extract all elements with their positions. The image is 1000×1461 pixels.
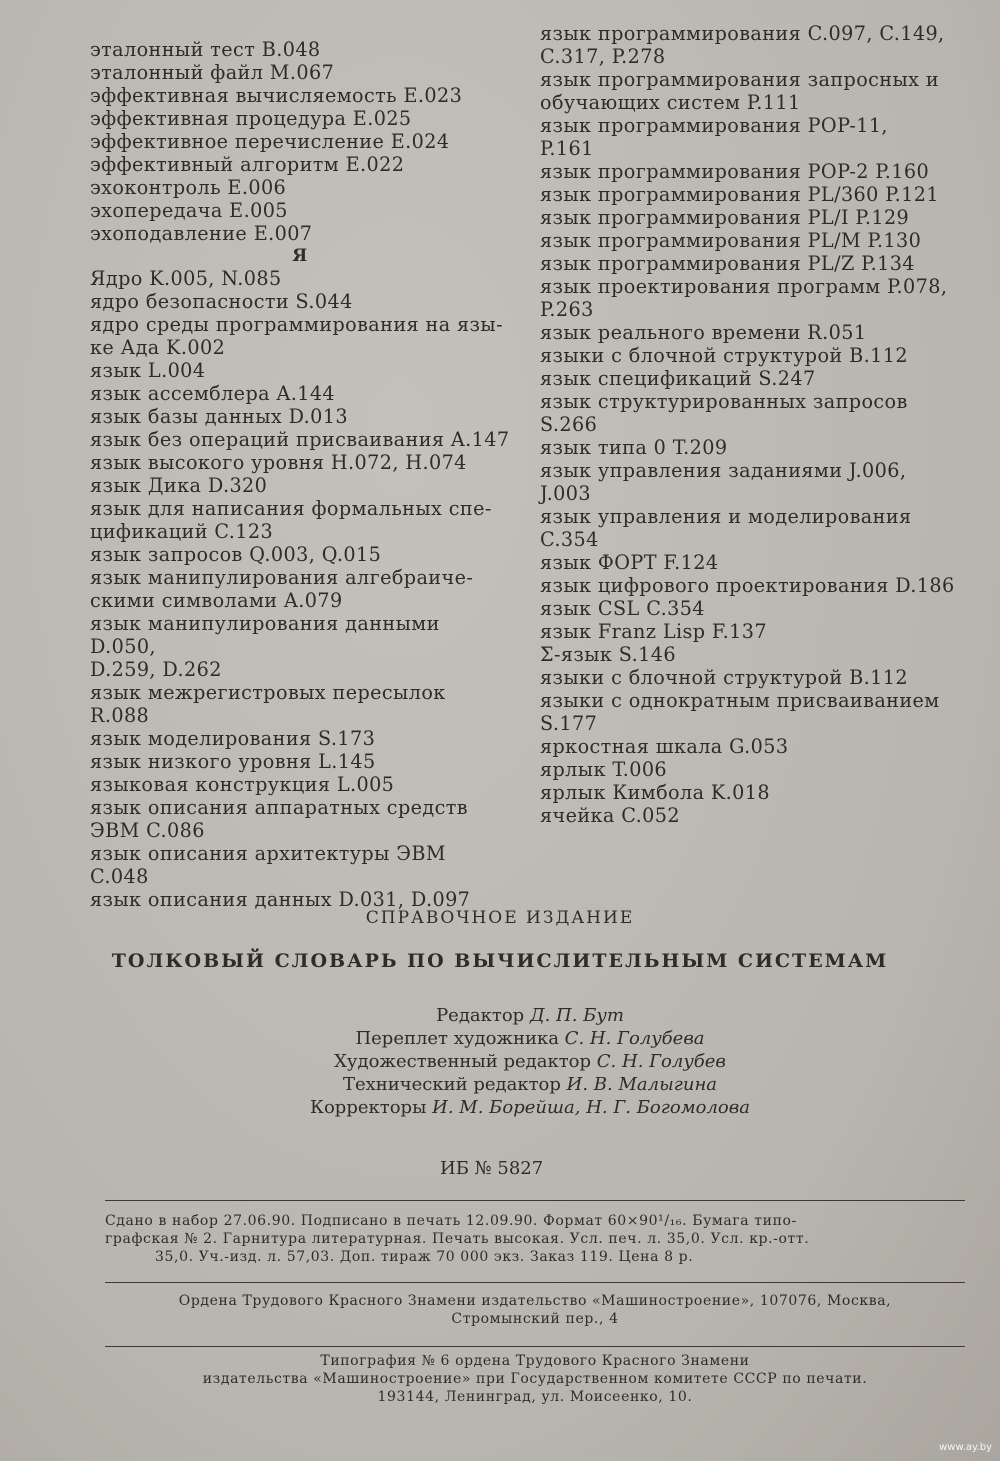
divider [105, 1200, 965, 1201]
index-entry: язык программирования PL/M P.130 [540, 229, 922, 252]
index-entry: обучающих систем P.111 [540, 91, 801, 114]
index-entry: язык ассемблера A.144 [90, 382, 336, 405]
index-entry: язык ФОРТ F.124 [540, 551, 719, 574]
index-entry: язык программирования POP-2 P.160 [540, 160, 930, 183]
index-entry: эхопередача E.005 [90, 199, 288, 222]
index-entry: языки с блочной структурой B.112 [540, 344, 908, 367]
index-entry: язык описания аппаратных средств [90, 796, 468, 819]
index-entry: язык низкого уровня L.145 [90, 750, 376, 773]
index-entry: эталонный файл M.067 [90, 61, 335, 84]
index-entry: язык манипулирования алгебраиче- [90, 566, 474, 589]
printer-info [105, 1352, 965, 1406]
index-entry: J.003 [540, 482, 591, 505]
index-entry: язык типа 0 T.209 [540, 436, 728, 459]
index-entry: язык программирования POP-11, [540, 114, 888, 137]
index-entry: язык программирования PL/Z P.134 [540, 252, 915, 275]
print-details [105, 1212, 965, 1266]
index-entry: C.354 [540, 528, 599, 551]
credit-name: С. Н. Голубева [564, 1028, 705, 1049]
index-entry: язык описания архитектуры ЭВМ C.048 [90, 842, 453, 888]
index-right-column [540, 22, 970, 827]
index-entry: языки с блочной структурой B.112 [540, 666, 908, 689]
printer-line: 193144, Ленинград, ул. Моисеенко, 10. [377, 1389, 693, 1405]
index-entry: язык реального времени R.051 [540, 321, 867, 344]
index-entry: языки с однократным присваиванием [540, 689, 940, 712]
print-line: 35,0. Уч.-изд. л. 57,03. Доп. тираж 70 000 экз. Заказ 119. Цена 8 р. [155, 1249, 694, 1265]
index-entry: языковая конструкция L.005 [90, 773, 395, 796]
index-entry: язык Дика D.320 [90, 474, 268, 497]
credit-line [260, 1073, 800, 1096]
divider [105, 1282, 965, 1283]
index-entry: язык программирования C.097, C.149, [540, 22, 945, 45]
index-entry: скими символами A.079 [90, 589, 343, 612]
credit-role: Художественный редактор [334, 1051, 592, 1072]
credits [260, 1004, 800, 1119]
credit-role: Технический редактор [342, 1074, 561, 1095]
index-entry: Ядро K.005, N.085 [90, 267, 282, 290]
index-entry: эффективная вычисляемость E.023 [90, 84, 463, 107]
index-entry: язык запросов Q.003, Q.015 [90, 543, 382, 566]
index-entry: C.317, P.278 [540, 45, 666, 68]
index-entry: Σ-язык S.146 [540, 643, 676, 666]
index-entry: эффективный алгоритм E.022 [90, 153, 405, 176]
index-entry: P.161 [540, 137, 594, 160]
index-entry: язык манипулирования данными D.050, [90, 612, 447, 658]
index-entry: ячейка C.052 [540, 804, 680, 827]
publisher-line: Стромынский пер., 4 [451, 1311, 619, 1327]
section-letter: Я [292, 246, 308, 266]
book-title: ТОЛКОВЫЙ СЛОВАРЬ ПО ВЫЧИСЛИТЕЛЬНЫМ СИСТЕМАМ [111, 950, 889, 972]
credit-line [260, 1004, 800, 1027]
index-entry: D.259, D.262 [90, 658, 222, 681]
print-line: Сдано в набор 27.06.90. Подписано в печать 12.09.90. Формат 60×90¹/₁₆. Бумага типо- [105, 1213, 797, 1229]
index-entry: ке Ада K.002 [90, 336, 226, 359]
index-entry: язык структурированных запросов [540, 390, 908, 413]
index-entry: язык межрегистровых пересылок R.088 [90, 681, 453, 727]
credit-line [260, 1050, 800, 1073]
index-entry: S.177 [540, 712, 598, 735]
index-entry: ярлык T.006 [540, 758, 668, 781]
index-entry: язык Franz Lisp F.137 [540, 620, 767, 643]
index-entry: язык спецификаций S.247 [540, 367, 816, 390]
index-entry: язык высокого уровня H.072, H.074 [90, 451, 467, 474]
credit-role: Корректоры [310, 1097, 427, 1118]
divider [105, 1346, 965, 1347]
credit-name: И. В. Малыгина [566, 1074, 718, 1095]
index-entry: ядро среды программирования на язы- [90, 313, 503, 336]
credit-line [260, 1096, 800, 1119]
series-label: СПРАВОЧНОЕ ИЗДАНИЕ [365, 908, 635, 928]
index-entry: эффективное перечисление E.024 [90, 130, 450, 153]
credit-name: С. Н. Голубев [596, 1051, 726, 1072]
index-entry: язык цифрового проектирования D.186 [540, 574, 955, 597]
ib-number: ИБ № 5827 [440, 1158, 544, 1179]
index-entry: язык программирования запросных и [540, 68, 940, 91]
credit-role: Переплет художника [355, 1028, 559, 1049]
index-entry: язык описания данных D.031, D.097 [90, 888, 471, 911]
publisher-line: Ордена Трудового Красного Знамени издательство «Машиностроение», 107076, Москва, [178, 1293, 892, 1309]
index-entry: язык проектирования программ P.078, [540, 275, 948, 298]
index-entry: эхоподавление E.007 [90, 222, 313, 245]
index-entry: язык без операций присваивания A.147 [90, 428, 510, 451]
index-entry: ярлык Кимбола K.018 [540, 781, 770, 804]
credit-line [260, 1027, 800, 1050]
credit-role: Редактор [436, 1005, 525, 1026]
index-entry: язык базы данных D.013 [90, 405, 349, 428]
index-entry: эхоконтроль E.006 [90, 176, 287, 199]
publisher-info [105, 1292, 965, 1328]
index-entry: яркостная шкала G.053 [540, 735, 789, 758]
index-entry: ядро безопасности S.044 [90, 290, 353, 313]
index-entry: язык для написания формальных спе- [90, 497, 492, 520]
index-entry: язык программирования PL/I P.129 [540, 206, 910, 229]
printer-line: издательства «Машиностроение» при Государственном комитете СССР по печати. [202, 1371, 868, 1387]
print-line: графская № 2. Гарнитура литературная. Печать высокая. Усл. печ. л. 35,0. Усл. кр.-отт. [105, 1231, 810, 1247]
index-entry: язык программирования PL/360 P.121 [540, 183, 940, 206]
credit-name: И. М. Борейша, Н. Г. Богомолова [432, 1097, 750, 1118]
watermark: www.ay.by [939, 1442, 992, 1453]
index-entry: язык управления заданиями J.006, [540, 459, 907, 482]
printer-line: Типография № 6 ордена Трудового Красного Знамени [320, 1353, 750, 1369]
index-entry: язык моделирования S.173 [90, 727, 376, 750]
index-left-column [90, 38, 510, 911]
index-entry: S.266 [540, 413, 598, 436]
index-entry: цификаций C.123 [90, 520, 274, 543]
index-entry: эталонный тест B.048 [90, 38, 321, 61]
index-entry: язык L.004 [90, 359, 206, 382]
index-entry: ЭВМ C.086 [90, 819, 205, 842]
index-entry: эффективная процедура E.025 [90, 107, 412, 130]
index-entry: P.263 [540, 298, 594, 321]
credit-name: Д. П. Бут [529, 1005, 624, 1026]
index-entry: язык управления и моделирования [540, 505, 912, 528]
index-entry: язык CSL C.354 [540, 597, 705, 620]
